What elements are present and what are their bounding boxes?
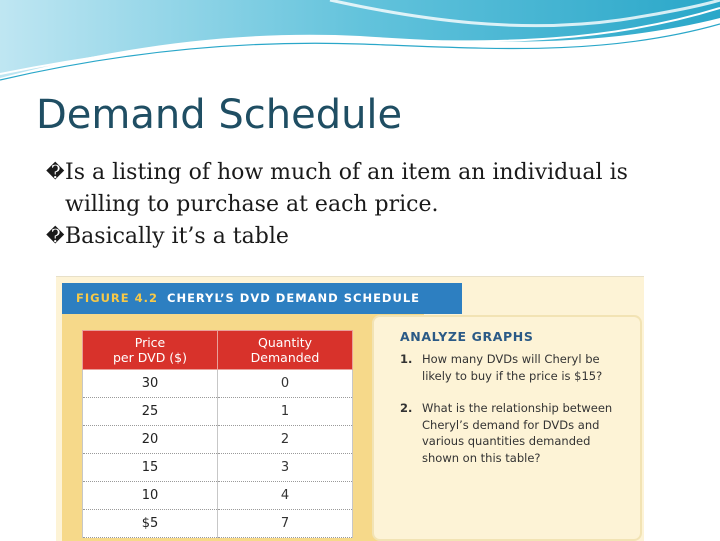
question-number: 2. <box>400 401 413 415</box>
table-row <box>83 454 353 482</box>
figure-title: CHERYL’S DVD DEMAND SCHEDULE <box>167 291 420 305</box>
price-cell: 10 <box>83 482 218 510</box>
question-number: 1. <box>400 352 413 366</box>
bullet-item <box>46 157 686 221</box>
decorative-wave-banner <box>0 0 720 90</box>
bullet-glyph: � <box>46 162 65 183</box>
column-header-price: Price per DVD ($) <box>83 331 218 370</box>
question-text: What is the relationship between Cheryl’s demand for DVDs and various quantities demanded shown on this table? <box>422 401 613 465</box>
slide-title: Demand Schedule <box>36 92 403 138</box>
textbook-figure <box>56 276 644 541</box>
table-row <box>83 510 353 538</box>
bullet-item <box>46 221 686 253</box>
table-header-row <box>83 331 353 370</box>
table-panel <box>62 314 424 541</box>
price-cell: 20 <box>83 426 218 454</box>
column-header-quantity: Quantity Demanded <box>218 331 353 370</box>
demand-schedule-table <box>82 330 353 538</box>
question-item <box>400 400 630 466</box>
analyze-title: ANALYZE GRAPHS <box>400 329 534 344</box>
price-cell: 25 <box>83 398 218 426</box>
quantity-cell: 1 <box>218 398 353 426</box>
quantity-cell: 0 <box>218 370 353 398</box>
table-row <box>83 482 353 510</box>
price-cell: $5 <box>83 510 218 538</box>
bullet-text: Is a listing of how much of an item an individual is willing to purchase at each price. <box>65 160 628 217</box>
quantity-cell: 4 <box>218 482 353 510</box>
quantity-cell: 3 <box>218 454 353 482</box>
table-row <box>83 398 353 426</box>
table-row <box>83 370 353 398</box>
figure-number: FIGURE 4.2 <box>76 291 158 305</box>
bullet-glyph: � <box>46 226 65 247</box>
price-cell: 30 <box>83 370 218 398</box>
question-item <box>400 351 630 384</box>
bullet-list <box>46 157 686 253</box>
figure-header <box>62 283 462 314</box>
table-row <box>83 426 353 454</box>
bullet-text: Basically it’s a table <box>65 224 289 249</box>
quantity-cell: 7 <box>218 510 353 538</box>
question-text: How many DVDs will Cheryl be likely to buy if the price is $15? <box>422 352 603 383</box>
price-cell: 15 <box>83 454 218 482</box>
quantity-cell: 2 <box>218 426 353 454</box>
analyze-graphs-box <box>372 315 642 541</box>
